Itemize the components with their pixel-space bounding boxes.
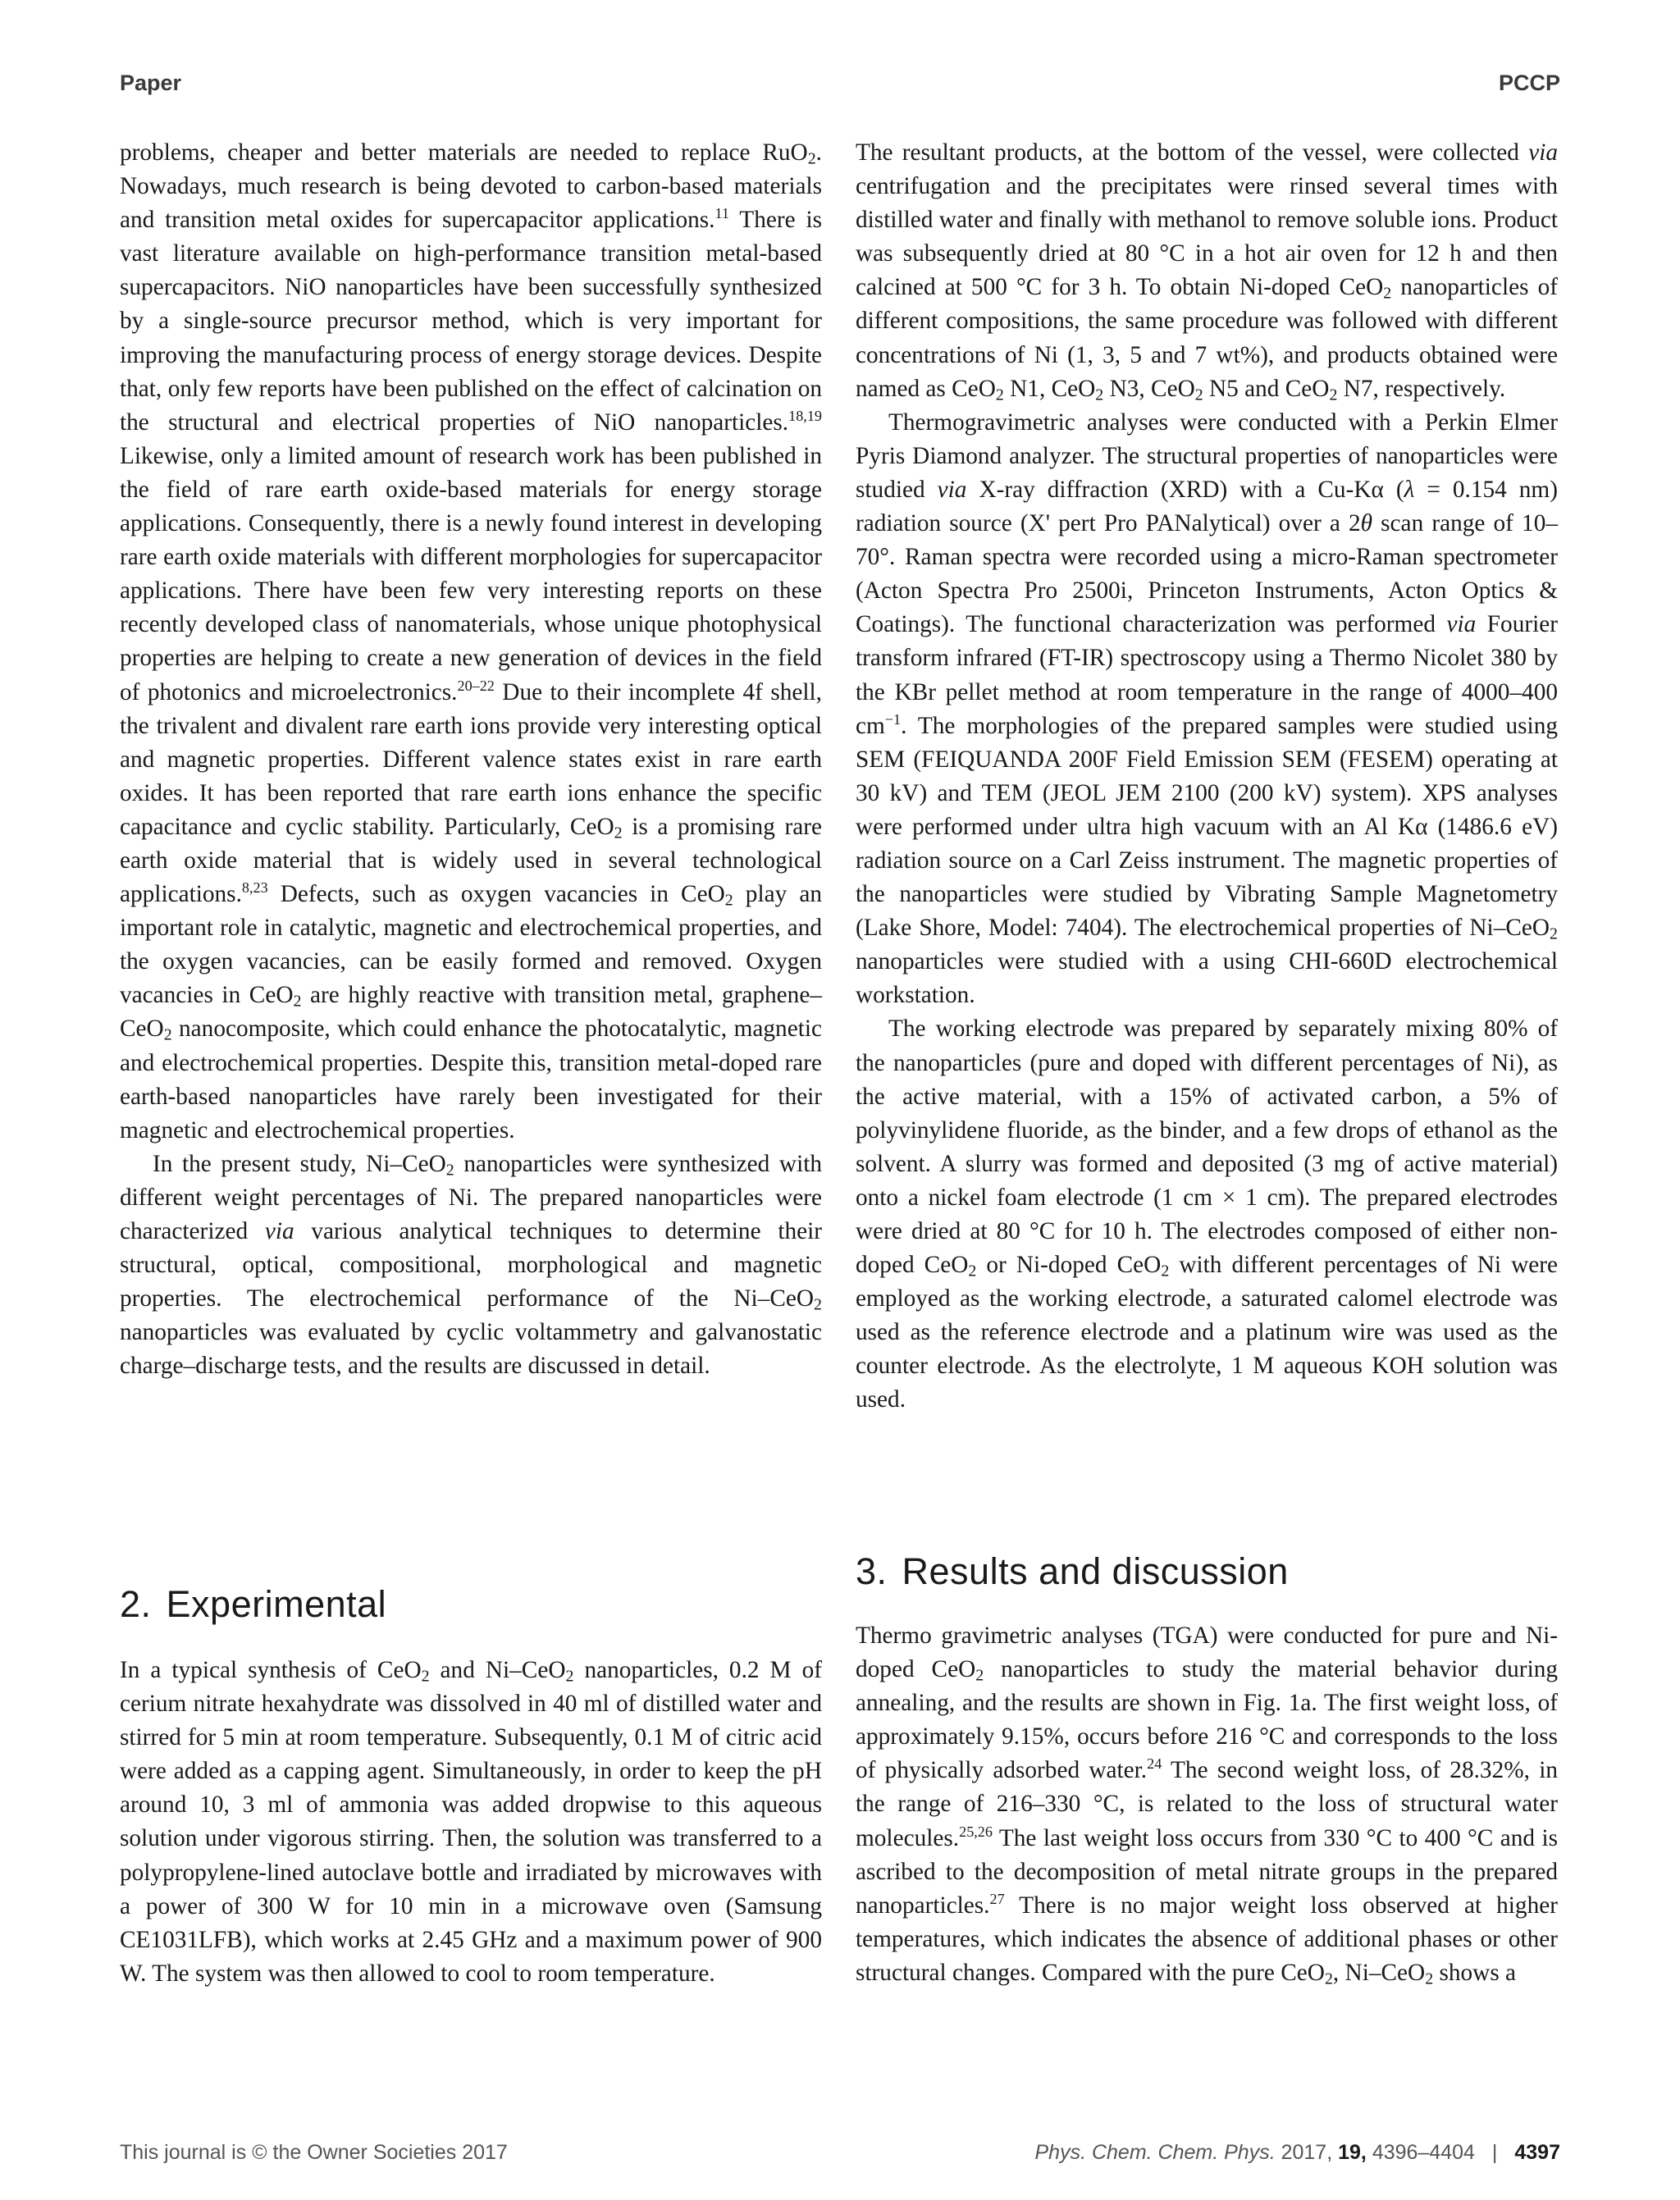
section-heading-results <box>856 1550 1289 1593</box>
footer-separator: | <box>1491 2141 1498 2164</box>
footer-copyright: This journal is © the Owner Societies 2017 <box>120 2141 508 2164</box>
section-title: Experimental <box>166 1583 387 1625</box>
methods-paragraph-3: The working electrode was prepared by separately mixing 80% of the nanoparticles (pure and doped with different percentages of Ni), as the active material, with a 15% of activated carbon, a 5% of polyvinylidene fluoride, as the binder, and a few drops of ethanol as the solvent. A slurry was formed and deposited (3 mg of active material) onto a nickel foam electrode (1 cm × 1 cm). The prepared electrodes were dried at 80 °C for 10 h. The electrodes composed of either non-doped CeO$_2$ or Ni-doped CeO$_2$ with different percentages of Ni were employed as the working electrode, a saturated calomel electrode was used as the reference electrode and a platinum wire was used as the counter electrode. As the electrolyte, 1 M aqueous KOH solution was used. <box>856 1016 1558 1413</box>
methods-paragraph-1: The resultant products, at the bottom of the vessel, were collected via centrifugation and the precipitates were rinsed several times with distilled water and finally with methanol to remove soluble ions. Product was subsequently dried at 80 °C in a hot air oven for 12 h and then calcined at 500 °C for 3 h. To obtain Ni-doped CeO$_2$ nanoparticles of different compositions, the same procedure was followed with different concentrations of Ni (1, 3, 5 and 7 wt%), and products obtained were named as CeO$_2$ N1, CeO$_2$ N3, CeO$_2$ N5 and CeO$_2$ N7, respectively. <box>856 139 1558 404</box>
footer-year: 2017, <box>1281 2141 1333 2164</box>
intro-paragraph-1: problems, cheaper and better materials are needed to replace RuO$_2$. Nowadays, much research is being devoted to carbon-based materials and transition metal oxides for supercapacitor applications.$^{11}$ There is vast literature available on high-performance transition metal-based supercapacitors. NiO nanoparticles have been successfully synthesized by a single-source precursor method, which is very important for improving the manufacturing process of energy storage devices. Despite that, only few reports have been published on the effect of calcination on the structural and electrical properties of NiO nanoparticles.$^{18,19}$ Likewise, only a limited amount of research work has been published in the field of rare earth oxide-based materials for energy storage applications. Consequently, there is a newly found interest in developing rare earth oxide materials with different morphologies for supercapacitor applications. There have been few very interesting reports on these recently developed class of nanomaterials, whose unique photophysical properties are helping to create a new generation of devices in the field of photonics and microelectronics.$^{20-22}$ Due to their incomplete 4f shell, the trivalent and divalent rare earth ions provide very interesting optical and magnetic properties. Different valence states exist in rare earth oxides. It has been reported that rare earth ions enhance the specific capacitance and cyclic stability. Particularly, CeO$_2$ is a promising rare earth oxide material that is widely used in several technological applications.$^{8,23}$ Defects, such as oxygen vacancies in CeO$_2$ play an important role in catalytic, magnetic and electrochemical properties, and the oxygen vacancies, can be easily formed and removed. Oxygen vacancies in CeO$_2$ are highly reactive with transition metal, graphene–CeO$_2$ nanocomposite, which could enhance the photocatalytic, magnetic and electrochemical properties. Despite this, transition metal-doped rare earth-based nanoparticles have rarely been investigated for their magnetic and electrochemical properties. <box>120 139 823 1143</box>
methods-paragraph-2: Thermogravimetric analyses were conducted with a Perkin Elmer Pyris Diamond analyzer. The structural properties of nanoparticles were studied via X-ray diffraction (XRD) with a Cu-Kα (λ = 0.154 nm) radiation source (X' pert Pro PANalytical) over a 2θ scan range of 10–70°. Raman spectra were recorded using a micro-Raman spectrometer (Acton Spectra Pro 2500i, Princeton Instruments, Acton Optics & Coatings). The functional characterization was performed via Fourier transform infrared (FT-IR) spectroscopy using a Thermo Nicolet 380 by the KBr pellet method at room temperature in the range of 4000–400 $cm^{-1}$. The morphologies of the prepared samples were studied using SEM (FEIQUANDA 200F Field Emission SEM (FESEM) operating at 30 kV) and TEM (JEOL JEM 2100 (200 kV) system). XPS analyses were performed under ultra high vacuum with an Al Kα (1486.6 eV) radiation source on a Carl Zeiss instrument. The magnetic properties of the nanoparticles were studied by Vibrating Sample Magnetometry (Lake Shore, Model: 7404). The electrochemical properties of Ni–CeO$_2$ nanoparticles were studied with a using CHI-660D electrochemical workstation. <box>856 409 1558 1009</box>
section-number: 2. <box>120 1583 152 1625</box>
footer-pages: 4396–4404 <box>1372 2141 1475 2164</box>
intro-paragraph-2: In the present study, Ni–CeO$_2$ nanoparticles were synthesized with different weight percentages of Ni. The prepared nanoparticles were characterized via various analytical techniques to determine their structural, optical, compositional, morphological and magnetic properties. The electrochemical performance of the Ni–CeO$_2$ nanoparticles was evaluated by cyclic voltammetry and galvanostatic charge–discharge tests, and the results are discussed in detail. <box>120 1150 823 1380</box>
footer-journal-name: Phys. Chem. Chem. Phys. <box>1034 2141 1276 2164</box>
right-column-methods <box>856 136 1558 1417</box>
experimental-paragraph-1: In a typical synthesis of CeO$_2$ and Ni–CeO$_2$ nanoparticles, 0.2 M of cerium nitrate hexahydrate was dissolved in 40 ml of distilled water and stirred for 5 min at room temperature. Subsequently, 0.1 M of citric acid were added as a capping agent. Simultaneously, in order to keep the pH around 10, 3 ml of ammonia was added dropwise to this aqueous solution under vigorous stirring. Then, the solution was transferred to a polypropylene-lined autoclave bottle and irradiated by microwaves with a power of 300 W for 10 min in a microwave oven (Samsung CE1031LFB), which works at 2.45 GHz and a maximum power of 900 W. The system was then allowed to cool to room temperature. <box>120 1657 822 1987</box>
footer-volume: 19, <box>1338 2141 1367 2164</box>
running-header-journal: PCCP <box>1498 71 1560 95</box>
footer-page-number: 4397 <box>1514 2141 1560 2164</box>
left-column-intro <box>120 136 822 1383</box>
experimental-body <box>120 1654 822 1991</box>
section-title: Results and discussion <box>902 1550 1289 1592</box>
footer-citation <box>1034 2141 1560 2165</box>
results-paragraph-1: Thermo gravimetric analyses (TGA) were conducted for pure and Ni-doped CeO$_2$ nanoparticles to study the material behavior during annealing, and the results are shown in Fig. 1a. The first weight loss, of approximately 9.15%, occurs before 216 °C and corresponds to the loss of physically adsorbed water.$^{24}$ The second weight loss, of 28.32%, in the range of 216–330 °C, is related to the loss of structural water molecules.$^{25,26}$ The last weight loss occurs from 330 °C to 400 °C and is ascribed to the decomposition of metal nitrate groups in the prepared nanoparticles.$^{27}$ There is no major weight loss observed at higher temperatures, which indicates the absence of additional phases or other structural changes. Compared with the pure CeO$_2$, Ni–CeO$_2$ shows a <box>856 1623 1559 1988</box>
section-number: 3. <box>856 1550 888 1592</box>
running-header-section: Paper <box>120 71 182 95</box>
results-body <box>856 1619 1558 1990</box>
section-heading-experimental <box>120 1583 386 1626</box>
